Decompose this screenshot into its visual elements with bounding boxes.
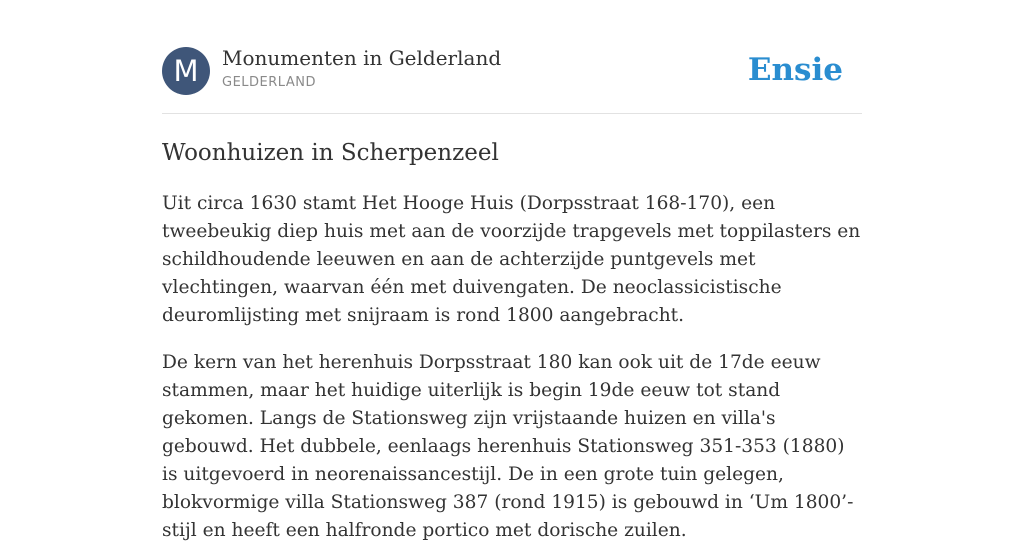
content-container [162,0,862,545]
article-paragraph-2: De kern van het herenhuis Dorpsstraat 180 kan ook uit de 17de eeuw stammen, maar het huidige uiterlijk is begin 19de eeuw tot stand gekomen. Langs de Stationsweg zijn vrijstaande huizen en villa's gebouwd. Het dubbele, eenlaags herenhuis Stationsweg 351-353 (1880) is uitgevoerd in neorenaissancestijl. De in een grote tuin gelegen, blokvormige villa Stationsweg 387 (rond 1915) is gebouwd in ‘Um 1800’-stijl en heeft een halfronde portico met dorische zuilen. [162,352,854,541]
site-header [162,0,862,114]
brand-logo[interactable]: Ensie [747,52,843,88]
avatar[interactable]: M [162,47,210,95]
article-paragraph-1: Uit circa 1630 stamt Het Hooge Huis (Dorpsstraat 168-170), een tweebeukig diep huis met aan de voorzijde trapgevels met toppilasters en schildhoudende leeuwen en aan de achterzijde puntgevels met vlechtingen, waarvan één met duivengaten. De neoclassicistische deuromlijsting met snijraam is rond 1800 aangebracht. [162,193,861,326]
site-title[interactable]: Monumenten in Gelderland [222,46,502,70]
article-title: Woonhuizen in Scherpenzeel [162,140,499,166]
site-subtitle[interactable]: GELDERLAND [222,75,316,90]
